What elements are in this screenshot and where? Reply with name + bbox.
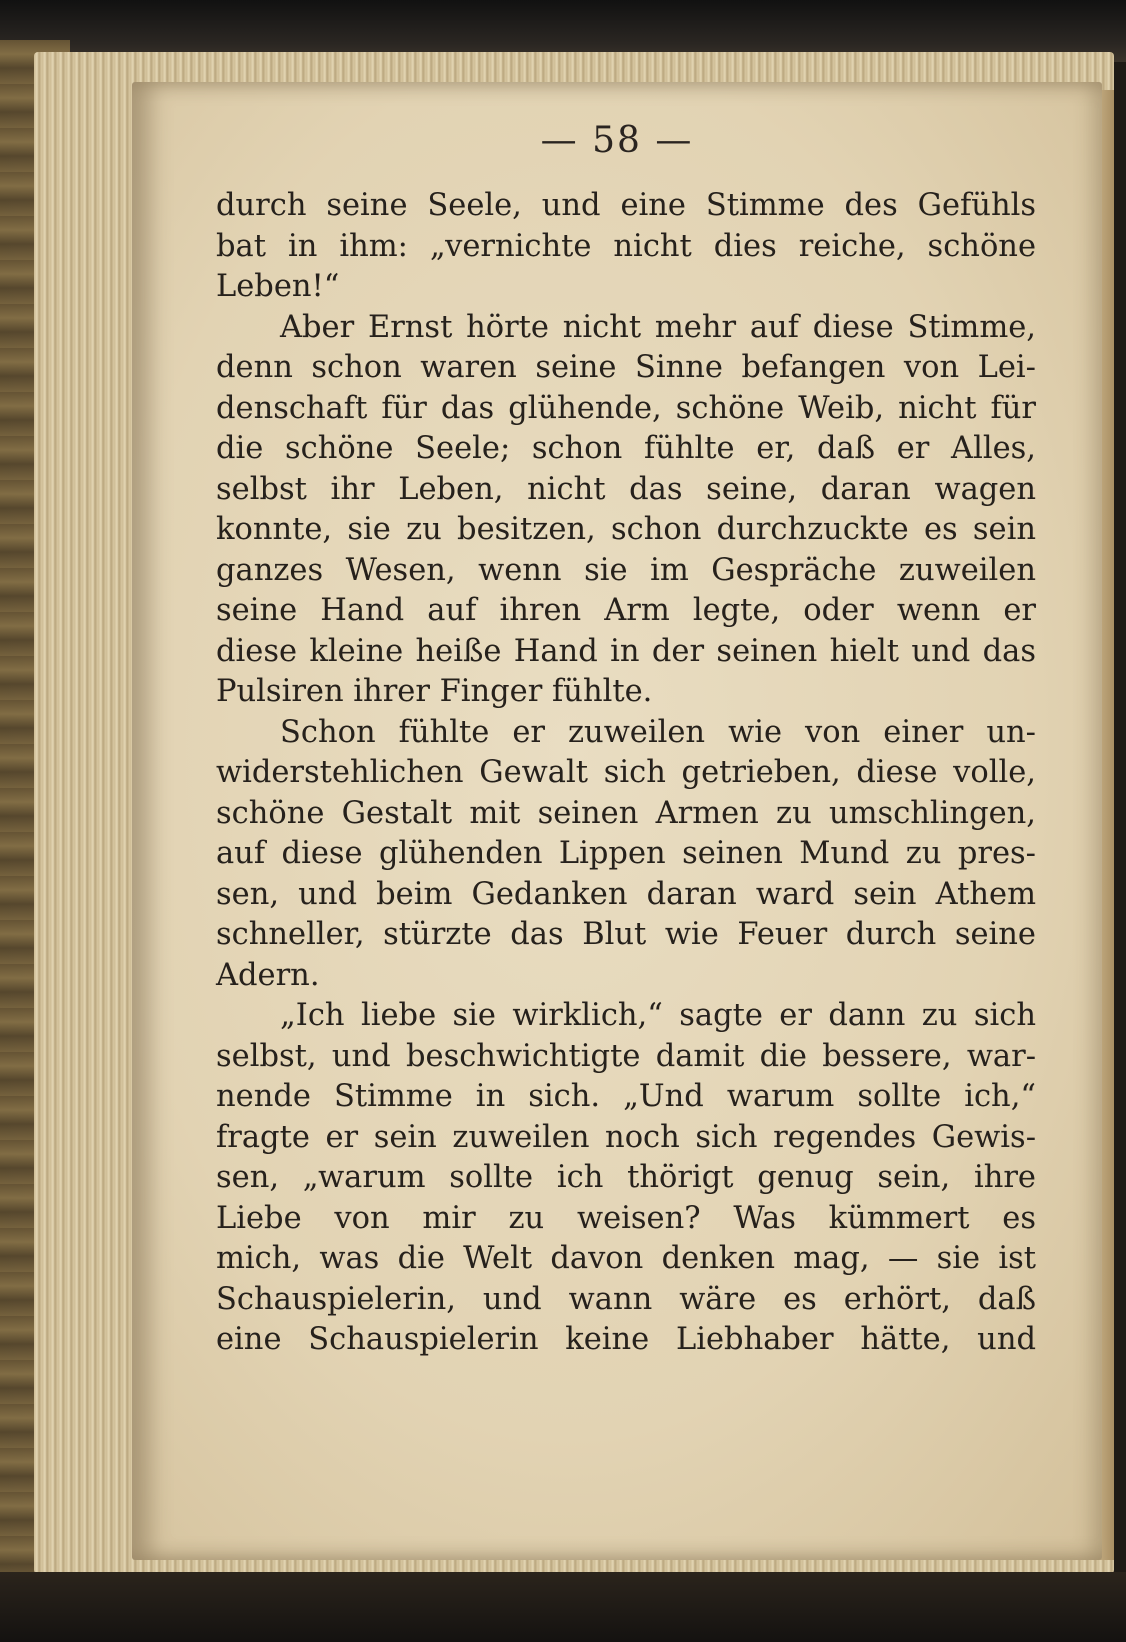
text-line: konnte, sie zu besitzen, schon durchzuckte es sein <box>216 512 1036 547</box>
text-line: „Ich liebe sie wirklich,“ sagte er dann zu sich <box>280 998 1036 1033</box>
text-line: Pulsiren ihrer Finger fühlte. <box>216 674 653 709</box>
text-line: seine Hand auf ihren Arm legte, oder wenn er <box>216 593 1036 628</box>
text-line: selbst ihr Leben, nicht das seine, daran wagen <box>216 471 1036 507</box>
text-line: Adern. <box>216 957 320 993</box>
text-line: mich, was die Welt davon denken mag, — sie ist <box>216 1241 1036 1276</box>
text-line: denschaft für das glühende, schöne Weib, nicht für <box>216 390 1036 426</box>
text-line: diese kleine heiße Hand in der seinen hielt und das <box>216 633 1036 669</box>
text-line: fragte er sein zuweilen noch sich regendes Gewis- <box>216 1119 1036 1155</box>
book-cover-bottom <box>0 1572 1126 1642</box>
text-line: bat in ihm: „vernichte nicht dies reiche, schöne <box>216 228 1036 264</box>
text-line: schöne Gestalt mit seinen Armen zu umschlingen, <box>216 795 1036 831</box>
page-number-header: — 58 — <box>540 120 694 161</box>
text-line: Leben!“ <box>216 269 340 304</box>
text-line: schneller, stürzte das Blut wie Feuer durch seine <box>216 917 1036 952</box>
text-line: durch seine Seele, und eine Stimme des Gefühls <box>216 188 1036 223</box>
text-line: sen, „warum sollte ich thörigt genug sein, ihre <box>216 1160 1036 1195</box>
text-line: sen, und beim Gedanken daran ward sein Athem <box>216 876 1036 912</box>
text-line: die schöne Seele; schon fühlte er, daß er Alles, <box>216 431 1036 466</box>
page-body-text <box>216 186 1036 1361</box>
text-line: selbst, und beschwichtigte damit die bessere, war- <box>216 1038 1036 1074</box>
text-line: nende Stimme in sich. „Und warum sollte ich,“ <box>216 1079 1036 1114</box>
text-line: Schon fühlte er zuweilen wie von einer un- <box>280 714 1036 750</box>
text-line: widerstehlichen Gewalt sich getrieben, diese volle, <box>216 755 1036 790</box>
text-line: Schauspielerin, und wann wäre es erhört, daß <box>216 1281 1036 1317</box>
text-line: Liebe von mir zu weisen? Was kümmert es <box>216 1200 1036 1236</box>
text-line: eine Schauspielerin keine Liebhaber hätte, und <box>216 1322 1036 1357</box>
book-page <box>132 82 1102 1560</box>
text-line: ganzes Wesen, wenn sie im Gespräche zuweilen <box>216 552 1036 588</box>
text-line: denn schon waren seine Sinne befangen von Lei- <box>216 350 1036 385</box>
text-line: Aber Ernst hörte nicht mehr auf diese Stimme, <box>280 309 1036 345</box>
text-line: auf diese glühenden Lippen seinen Mund zu pres- <box>216 836 1036 871</box>
